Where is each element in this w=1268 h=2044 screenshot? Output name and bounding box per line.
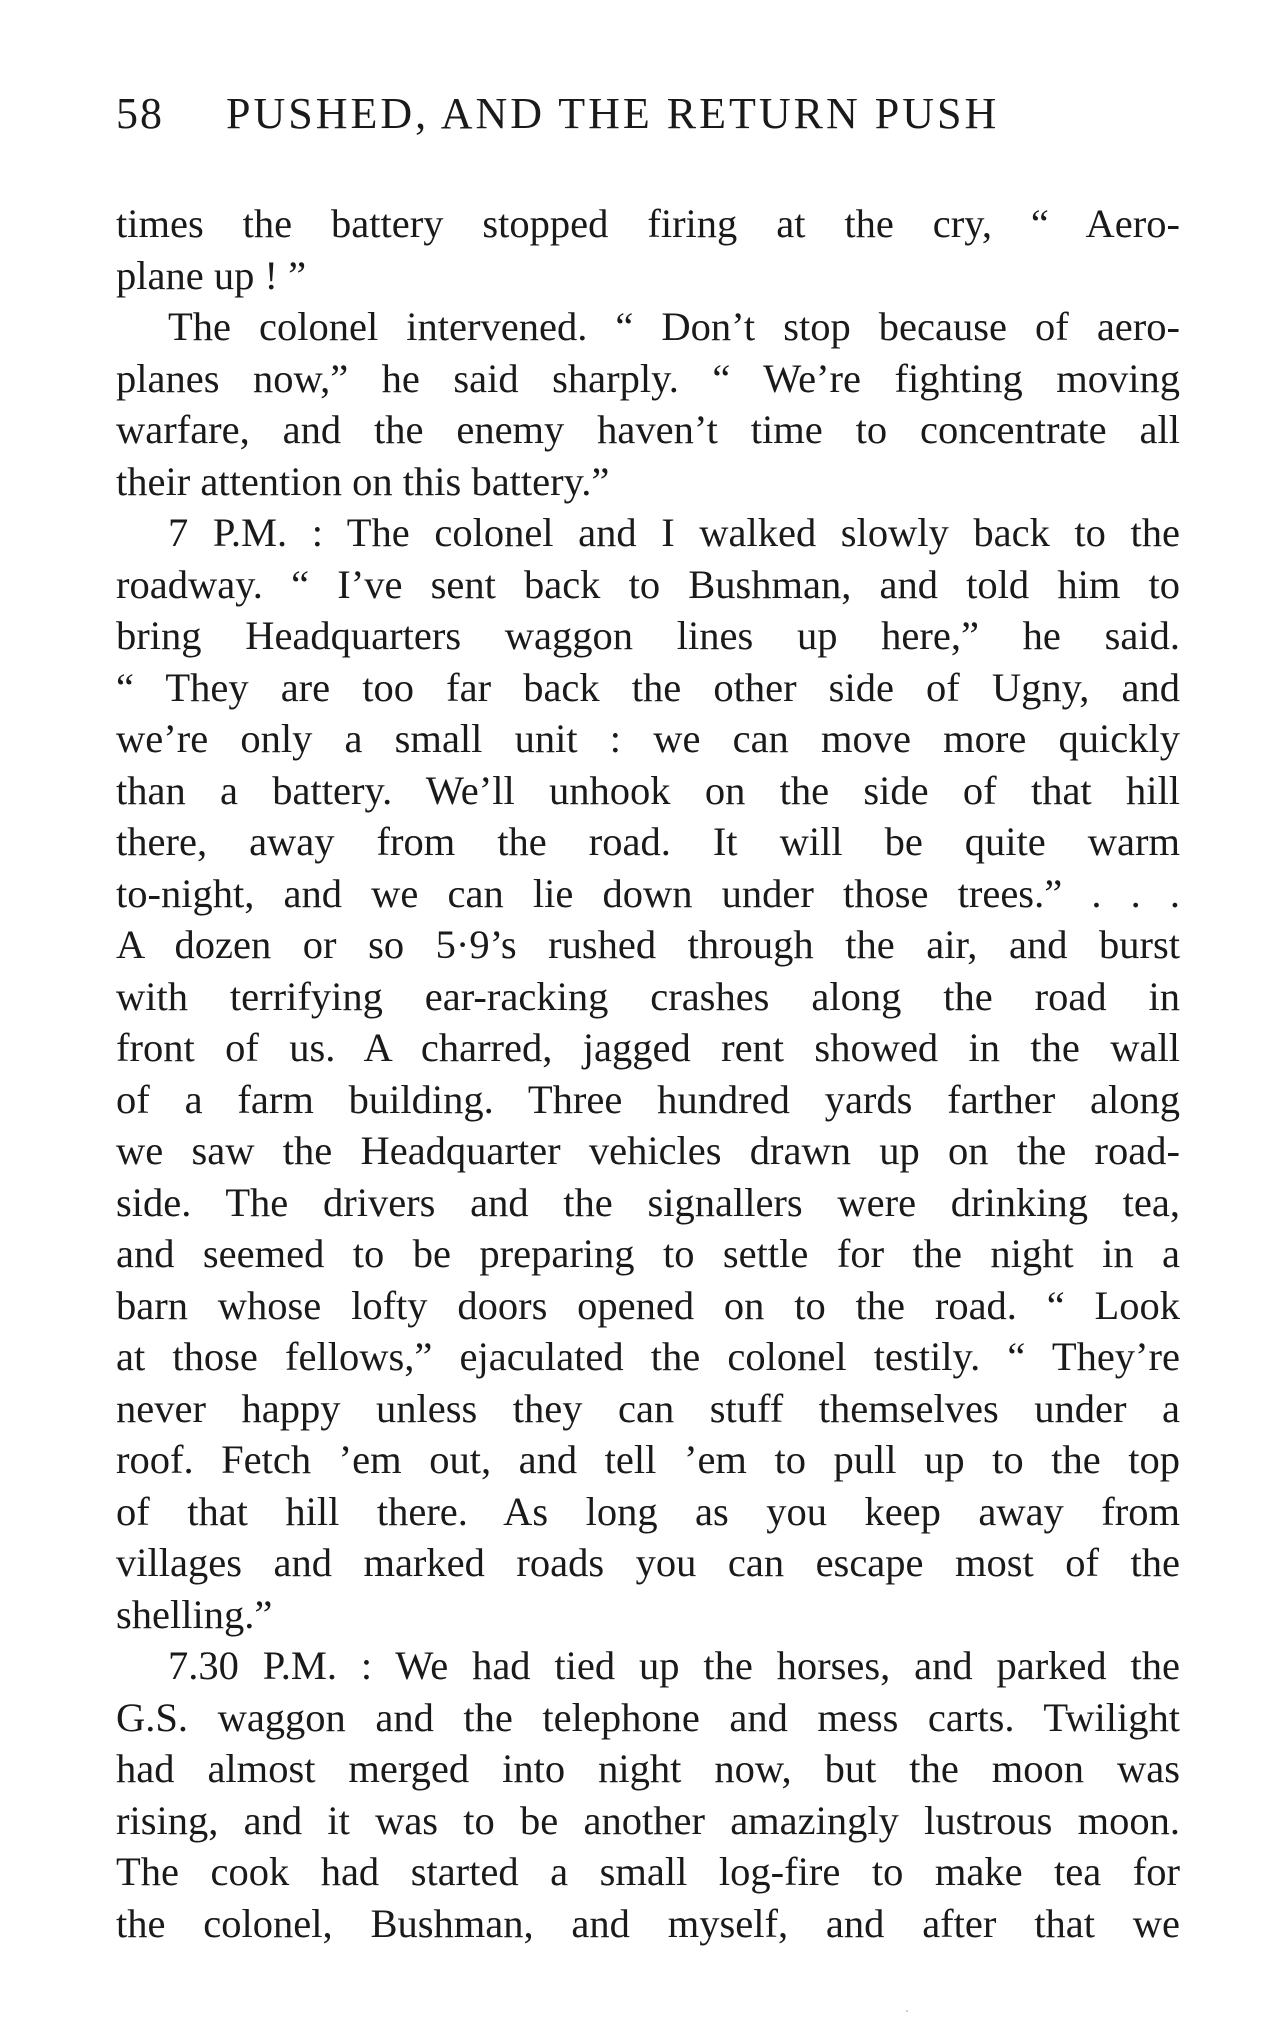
text-line: bring Headquarters waggon lines up here,” he said.	[116, 613, 1180, 658]
text-line: shelling.”	[116, 1591, 273, 1637]
text-line: barn whose lofty doors opened on to the road. “ Look	[116, 1282, 1180, 1328]
text-line: the colonel, Bushman, and myself, and after that we	[116, 1900, 1180, 1946]
text-line: than a battery. We’ll unhook on the side of that hill	[116, 767, 1180, 813]
text-line: villages and marked roads you can escape most of the	[116, 1540, 1180, 1585]
text-line: planes now,” he said sharply. “ We’re fighting moving	[116, 355, 1180, 401]
text-line: of that hill there. As long as you keep away from	[116, 1488, 1180, 1534]
text-line: never happy unless they can stuff themselves under a	[116, 1385, 1180, 1431]
text-line: there, away from the road. It will be quite warm	[116, 819, 1180, 864]
text-line: rising, and it was to be another amazingly lustrous moon.	[116, 1797, 1180, 1843]
text-line: The cook had started a small log-fire to make tea for	[116, 1849, 1180, 1894]
running-title: PUSHED, AND THE RETURN PUSH	[226, 89, 1000, 138]
text-line: we’re only a small unit : we can move more quickly	[116, 716, 1180, 761]
text-line: times the battery stopped firing at the cry, “ Aero-	[116, 201, 1180, 246]
text-line: we saw the Headquarter vehicles drawn up on the road-	[116, 1128, 1180, 1173]
running-header	[116, 88, 1180, 158]
text-line: to-night, and we can lie down under those trees.” . . .	[116, 870, 1180, 916]
text-line: their attention on this battery.”	[116, 458, 610, 504]
text-line: of a farm building. Three hundred yards farther along	[116, 1076, 1180, 1122]
text-line: G.S. waggon and the telephone and mess carts. Twilight	[116, 1694, 1180, 1740]
text-line: plane up ! ”	[116, 252, 307, 298]
text-line: with terrifying ear-racking crashes along the road in	[116, 973, 1180, 1019]
text-line: roadway. “ I’ve sent back to Bushman, and told him to	[116, 561, 1180, 607]
text-line: roof. Fetch ’em out, and tell ’em to pull up to the top	[116, 1437, 1180, 1482]
paper-speck	[906, 2010, 908, 2012]
text-line: had almost merged into night now, but the moon was	[116, 1746, 1180, 1791]
paragraph-first-line: 7.30 P.M. : We had tied up the horses, and parked the	[168, 1643, 1180, 1688]
paragraph-first-line: The colonel intervened. “ Don’t stop because of aero-	[168, 304, 1180, 349]
text-line: “ They are too far back the other side of Ugny, and	[116, 664, 1180, 710]
body-text	[116, 198, 1180, 1949]
page-number: 58	[116, 89, 164, 138]
text-line: front of us. A charred, jagged rent showed in the wall	[116, 1025, 1180, 1070]
book-page	[116, 88, 1180, 1988]
paragraph-first-line: 7 P.M. : The colonel and I walked slowly back to the	[168, 510, 1180, 555]
text-line: side. The drivers and the signallers were drinking tea,	[116, 1179, 1180, 1225]
text-line: A dozen or so 5·9’s rushed through the air, and burst	[116, 922, 1180, 967]
text-line: and seemed to be preparing to settle for the night in a	[116, 1231, 1180, 1276]
text-line: at those fellows,” ejaculated the colonel testily. “ They’re	[116, 1334, 1180, 1379]
text-line: warfare, and the enemy haven’t time to concentrate all	[116, 407, 1180, 452]
